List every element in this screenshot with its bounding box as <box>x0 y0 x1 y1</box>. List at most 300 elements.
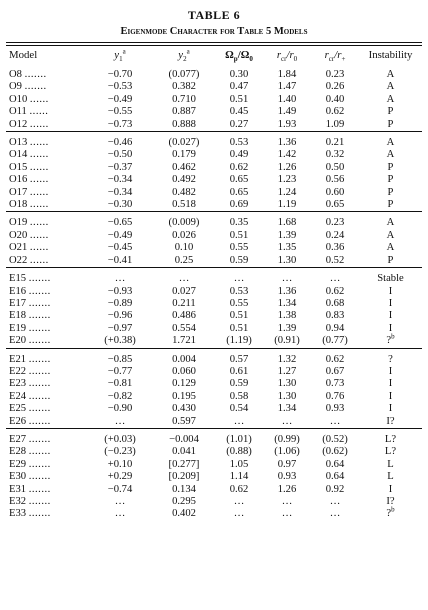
cell-rc0: 1.26 <box>277 483 297 495</box>
model-name: E17 <box>9 297 27 309</box>
table-row <box>6 230 422 242</box>
cell-rcp: 0.26 <box>325 81 345 93</box>
table-row <box>6 391 422 403</box>
cell-om: … <box>233 496 245 507</box>
table-row <box>6 508 422 520</box>
instability-value: A <box>386 229 395 241</box>
cell-model <box>6 335 87 348</box>
cell-instability <box>359 106 422 118</box>
cell-y2: 0.004 <box>172 353 196 365</box>
cell-rcp: … <box>329 273 341 285</box>
table-row <box>6 298 422 310</box>
cell-instability <box>359 366 422 378</box>
leader-dots: ....... <box>28 496 51 507</box>
cell-rc0: 1.47 <box>277 81 297 93</box>
cell-rcp: … <box>329 496 341 507</box>
cell-y1: … <box>114 415 126 427</box>
instability-value: I <box>388 378 393 390</box>
cell-model <box>6 298 87 310</box>
cell-om: 0.57 <box>229 353 249 365</box>
model-name: E20 <box>9 335 27 347</box>
cell-om: 0.54 <box>229 403 249 415</box>
cell-instability <box>359 230 422 242</box>
model-name: O13 <box>9 137 28 149</box>
cell-om: 0.51 <box>229 229 249 241</box>
cell-instability <box>359 199 422 212</box>
cell-om: 1.14 <box>229 471 249 483</box>
cell-rcp: (0.52) <box>322 433 348 445</box>
cell-instability <box>359 354 422 366</box>
cell-rcp: 0.62 <box>325 353 345 365</box>
cell-rc0: 1.40 <box>277 93 297 105</box>
col-header-omega: $\Omega_p/\Omega_0$ <box>225 49 253 64</box>
leader-dots: ...... <box>29 217 49 229</box>
cell-y2: … <box>178 273 190 285</box>
model-name: E15 <box>9 273 27 285</box>
table-row <box>6 106 422 118</box>
footnote-marker: b <box>391 505 395 514</box>
cell-y2: 0.211 <box>172 297 196 309</box>
cell-om: 1.05 <box>229 458 249 470</box>
instability-value: L? <box>384 433 397 445</box>
cell-instability <box>359 94 422 106</box>
cell-y2: −0.004 <box>169 433 199 445</box>
cell-y2: 0.462 <box>172 161 196 173</box>
model-name: E31 <box>9 483 27 495</box>
cell-model <box>6 273 87 285</box>
cell-model <box>6 286 87 298</box>
table-row <box>6 119 422 132</box>
cell-y1: (+0.03) <box>104 433 136 445</box>
cell-rc0: 1.34 <box>277 297 297 309</box>
table-row <box>6 69 422 81</box>
leader-dots: ....... <box>28 273 51 285</box>
instability-value: A <box>386 93 395 105</box>
cell-y1: −0.34 <box>107 174 133 186</box>
cell-instability <box>359 332 422 348</box>
leader-dots: ....... <box>28 403 51 415</box>
model-name: O9 <box>9 81 22 93</box>
cell-model <box>6 496 87 508</box>
cell-y1: … <box>114 496 126 507</box>
leader-dots: ...... <box>29 174 49 186</box>
cell-model <box>6 199 87 212</box>
cell-model <box>6 81 87 93</box>
cell-rcp: 0.50 <box>325 161 345 173</box>
cell-rc0: 1.36 <box>277 137 297 149</box>
instability-value: I <box>388 297 393 309</box>
cell-instability <box>359 174 422 186</box>
cell-model <box>6 94 87 106</box>
cell-rc0: 1.42 <box>277 149 297 161</box>
cell-instability <box>359 242 422 254</box>
table-row <box>6 174 422 186</box>
model-name: E18 <box>9 310 27 322</box>
cell-rc0: 1.19 <box>277 199 297 211</box>
table-row <box>6 94 422 106</box>
cell-om: 0.30 <box>229 69 249 80</box>
cell-instability <box>359 119 422 132</box>
cell-rcp: 0.21 <box>325 137 345 149</box>
cell-y1: −0.74 <box>107 483 133 495</box>
instability-value: A <box>386 69 395 80</box>
cell-rc0: 1.26 <box>277 161 297 173</box>
cell-om: 0.53 <box>229 285 249 297</box>
cell-rc0: 1.24 <box>277 186 297 198</box>
cell-y2: 0.10 <box>174 242 194 254</box>
cell-model <box>6 391 87 403</box>
leader-dots: ...... <box>29 137 49 149</box>
table-number: TABLE 6 <box>187 8 241 22</box>
cell-rcp: 0.23 <box>325 217 345 229</box>
cell-rc0: 1.39 <box>277 229 297 241</box>
cell-om: 0.62 <box>229 161 249 173</box>
table-row <box>6 187 422 199</box>
table-row <box>6 137 422 149</box>
cell-model <box>6 174 87 186</box>
table-row <box>6 273 422 285</box>
cell-y2: 0.060 <box>172 365 196 377</box>
cell-rcp: 0.40 <box>325 93 345 105</box>
cell-model <box>6 323 87 335</box>
table-row <box>6 242 422 254</box>
instability-value: A <box>386 217 395 229</box>
leader-dots: ....... <box>28 310 51 322</box>
cell-rc0: 1.36 <box>277 285 297 297</box>
instability-value: I <box>388 403 393 415</box>
leader-dots: ...... <box>29 229 49 241</box>
cell-instability <box>359 255 422 268</box>
model-name: O12 <box>9 118 28 130</box>
instability-value: A <box>386 149 395 161</box>
table-row <box>6 149 422 161</box>
cell-rc0: 1.23 <box>277 174 297 186</box>
cell-om: 0.69 <box>229 199 249 211</box>
col-header-y2: $y_2^a$ <box>178 47 190 64</box>
leader-dots: ....... <box>28 458 51 470</box>
cell-rc0: 0.93 <box>277 471 297 483</box>
col-header-instability: Instability <box>368 49 413 61</box>
cell-y1: −0.89 <box>107 297 133 309</box>
cell-om: 0.62 <box>229 483 249 495</box>
model-name: O21 <box>9 242 28 254</box>
instability-value: I? <box>386 496 395 507</box>
instability-value: I <box>388 322 393 334</box>
cell-model <box>6 471 87 483</box>
cell-model <box>6 69 87 81</box>
cell-model <box>6 459 87 471</box>
cell-om: 0.45 <box>229 106 249 118</box>
model-name: E21 <box>9 353 27 365</box>
instability-value: I <box>388 365 393 377</box>
cell-instability <box>359 310 422 322</box>
cell-model <box>6 119 87 132</box>
leader-dots: ....... <box>24 81 47 93</box>
cell-om: … <box>233 273 245 285</box>
cell-y2: 0.026 <box>172 229 196 241</box>
cell-rcp: 0.36 <box>325 242 345 254</box>
cell-instability <box>359 81 422 93</box>
cell-om: 0.51 <box>229 310 249 322</box>
instability-value: A <box>386 242 395 254</box>
col-header-rcr-r0: $r_{cr}/r_0$ <box>276 49 298 64</box>
cell-om: 0.35 <box>229 217 249 229</box>
model-name: E29 <box>9 458 27 470</box>
model-name: O11 <box>9 106 27 118</box>
instability-value: P <box>387 199 394 211</box>
leader-dots: ....... <box>28 433 51 445</box>
cell-rcp: … <box>329 508 341 520</box>
cell-rcp: 0.62 <box>325 106 345 118</box>
cell-rc0: 1.93 <box>277 118 297 130</box>
cell-model <box>6 255 87 268</box>
cell-om: (1.19) <box>226 335 252 347</box>
table-row <box>6 496 422 508</box>
cell-y1: +0.29 <box>107 471 133 483</box>
cell-y1: (−0.23) <box>104 446 136 458</box>
table-row <box>6 416 422 429</box>
cell-y2: (0.077) <box>168 69 200 80</box>
cell-rcp: 0.56 <box>325 174 345 186</box>
leader-dots: ...... <box>29 186 49 198</box>
cell-instability <box>359 149 422 161</box>
cell-model <box>6 187 87 199</box>
model-name: O18 <box>9 199 28 211</box>
cell-y1: −0.73 <box>107 118 133 130</box>
cell-om: 0.55 <box>229 242 249 254</box>
cell-rcp: 0.68 <box>325 297 345 309</box>
cell-instability <box>359 484 422 496</box>
cell-y1: −0.85 <box>107 353 133 365</box>
cell-model <box>6 217 87 229</box>
instability-value: I? <box>386 415 395 427</box>
cell-y2: (0.027) <box>168 137 200 149</box>
cell-instability <box>359 403 422 415</box>
model-name: E27 <box>9 433 27 445</box>
cell-om: 0.65 <box>229 174 249 186</box>
cell-rc0: 1.68 <box>277 217 297 229</box>
leader-dots: ....... <box>28 446 51 458</box>
cell-y2: 0.492 <box>172 174 196 186</box>
table-row <box>6 459 422 471</box>
table-row <box>6 162 422 174</box>
cell-y2: 0.295 <box>172 496 196 507</box>
instability-value: L <box>387 471 394 483</box>
model-name: E22 <box>9 365 27 377</box>
cell-model <box>6 416 87 429</box>
model-name: E19 <box>9 322 27 334</box>
cell-rcp: 0.94 <box>325 322 345 334</box>
instability-value: L? <box>384 446 397 458</box>
cell-instability <box>359 137 422 149</box>
cell-y2: 0.597 <box>172 415 196 427</box>
cell-rc0: (0.91) <box>274 335 300 347</box>
cell-y1: −0.41 <box>107 254 133 266</box>
model-name: E16 <box>9 285 27 297</box>
cell-y2: 0.129 <box>172 378 196 390</box>
table-row <box>6 434 422 446</box>
cell-y1: −0.45 <box>107 242 133 254</box>
header-row <box>6 46 422 64</box>
table-body <box>6 64 422 521</box>
cell-instability <box>359 416 422 429</box>
cell-rc0: 1.32 <box>277 353 297 365</box>
cell-rc0: 1.30 <box>277 378 297 390</box>
instability-value: I <box>388 310 393 322</box>
leader-dots: ....... <box>28 508 51 520</box>
cell-instability <box>359 273 422 285</box>
cell-instability <box>359 162 422 174</box>
cell-y2: 0.710 <box>172 93 196 105</box>
instability-value: I <box>388 483 393 495</box>
cell-y2: 0.482 <box>172 186 196 198</box>
cell-rcp: 0.65 <box>325 199 345 211</box>
cell-om: … <box>233 508 245 520</box>
cell-y2: 0.887 <box>172 106 196 118</box>
cell-rc0: 1.30 <box>277 390 297 402</box>
cell-rcp: 0.32 <box>325 149 345 161</box>
model-name: O15 <box>9 161 28 173</box>
cell-rcp: 0.60 <box>325 186 345 198</box>
cell-rc0: 1.38 <box>277 310 297 322</box>
leader-dots: ....... <box>28 297 51 309</box>
cell-instability <box>359 391 422 403</box>
cell-om: 0.51 <box>229 322 249 334</box>
model-name: O20 <box>9 229 28 241</box>
cell-model <box>6 230 87 242</box>
leader-dots: ...... <box>29 254 49 266</box>
cell-y1: −0.34 <box>107 186 133 198</box>
cell-model <box>6 354 87 366</box>
cell-y1: −0.70 <box>107 69 133 80</box>
cell-y1: −0.96 <box>107 310 133 322</box>
instability-value: A <box>386 81 395 93</box>
cell-y2: 0.554 <box>172 322 196 334</box>
model-name: O22 <box>9 254 28 266</box>
cell-rc0: 1.30 <box>277 254 297 266</box>
cell-model <box>6 446 87 458</box>
model-name: E30 <box>9 471 27 483</box>
footnote-marker: b <box>391 332 395 341</box>
cell-y1: −0.50 <box>107 149 133 161</box>
cell-model <box>6 162 87 174</box>
cell-rc0: (1.06) <box>274 446 300 458</box>
cell-om: (1.01) <box>226 433 252 445</box>
cell-y2: [0.277] <box>168 458 200 470</box>
table-row <box>6 199 422 212</box>
cell-model <box>6 310 87 322</box>
cell-rc0: … <box>281 273 293 285</box>
cell-y2: 0.430 <box>172 403 196 415</box>
cell-rcp: 0.76 <box>325 390 345 402</box>
model-name: O17 <box>9 186 28 198</box>
cell-y1: −0.81 <box>107 378 133 390</box>
model-name: E26 <box>9 415 27 427</box>
table-row <box>6 335 422 348</box>
leader-dots: ....... <box>28 335 51 347</box>
model-name: E33 <box>9 508 27 520</box>
cell-model <box>6 434 87 446</box>
cell-y2: 0.382 <box>172 81 196 93</box>
cell-y1: −0.97 <box>107 322 133 334</box>
instability-value: Stable <box>377 273 404 285</box>
cell-y2: 0.402 <box>172 508 196 520</box>
leader-dots: ....... <box>24 69 47 80</box>
leader-dots: ....... <box>28 353 51 365</box>
cell-rcp: 0.67 <box>325 365 345 377</box>
instability-value: P <box>387 118 394 130</box>
cell-om: 0.59 <box>229 254 249 266</box>
cell-rc0: 1.39 <box>277 322 297 334</box>
cell-y2: 0.888 <box>172 118 196 130</box>
instability-value: P <box>387 254 394 266</box>
cell-rcp: 0.23 <box>325 69 345 80</box>
col-header-rcr-rplus: $r_{cr}/r_+$ <box>324 49 346 64</box>
leader-dots: ....... <box>28 415 51 427</box>
leader-dots: ...... <box>29 93 49 105</box>
leader-dots: ....... <box>28 322 51 334</box>
cell-y1: −0.77 <box>107 365 133 377</box>
instability-value: P <box>387 174 394 186</box>
cell-y2: 0.195 <box>172 390 196 402</box>
cell-om: 0.53 <box>229 137 249 149</box>
cell-instability <box>359 298 422 310</box>
cell-rc0: 1.49 <box>277 106 297 118</box>
cell-om: (0.88) <box>226 446 252 458</box>
cell-model <box>6 242 87 254</box>
cell-rc0: (0.99) <box>274 433 300 445</box>
cell-instability <box>359 446 422 458</box>
cell-rc0: 0.97 <box>277 458 297 470</box>
table-row <box>6 471 422 483</box>
cell-instability <box>359 378 422 390</box>
eigenmode-table <box>6 46 422 521</box>
cell-rcp: 0.73 <box>325 378 345 390</box>
cell-rc0: 1.27 <box>277 365 297 377</box>
cell-model <box>6 149 87 161</box>
table-row <box>6 366 422 378</box>
model-name: E24 <box>9 390 27 402</box>
table-row <box>6 403 422 415</box>
model-name: O10 <box>9 93 28 105</box>
leader-dots: ...... <box>29 118 49 130</box>
cell-y1: −0.65 <box>107 217 133 229</box>
cell-om: 0.61 <box>229 365 249 377</box>
cell-instability <box>359 217 422 229</box>
instability-value: L <box>387 458 394 470</box>
table-row <box>6 354 422 366</box>
cell-y1: −0.49 <box>107 229 133 241</box>
cell-y1: −0.37 <box>107 161 133 173</box>
cell-om: 0.49 <box>229 149 249 161</box>
cell-y1: −0.46 <box>107 137 133 149</box>
cell-y1: (+0.38) <box>104 335 136 347</box>
cell-y2: 0.041 <box>172 446 196 458</box>
cell-rcp: 0.62 <box>325 285 345 297</box>
cell-y2: 0.486 <box>172 310 196 322</box>
cell-model <box>6 508 87 520</box>
cell-y1: −0.93 <box>107 285 133 297</box>
cell-rcp: 0.92 <box>325 483 345 495</box>
cell-om: 0.65 <box>229 186 249 198</box>
cell-om: 0.59 <box>229 378 249 390</box>
table-row <box>6 286 422 298</box>
instability-value: I <box>388 390 393 402</box>
table-row <box>6 484 422 496</box>
model-name: O16 <box>9 174 28 186</box>
cell-rcp: 0.64 <box>325 471 345 483</box>
cell-rc0: 1.84 <box>277 69 297 80</box>
